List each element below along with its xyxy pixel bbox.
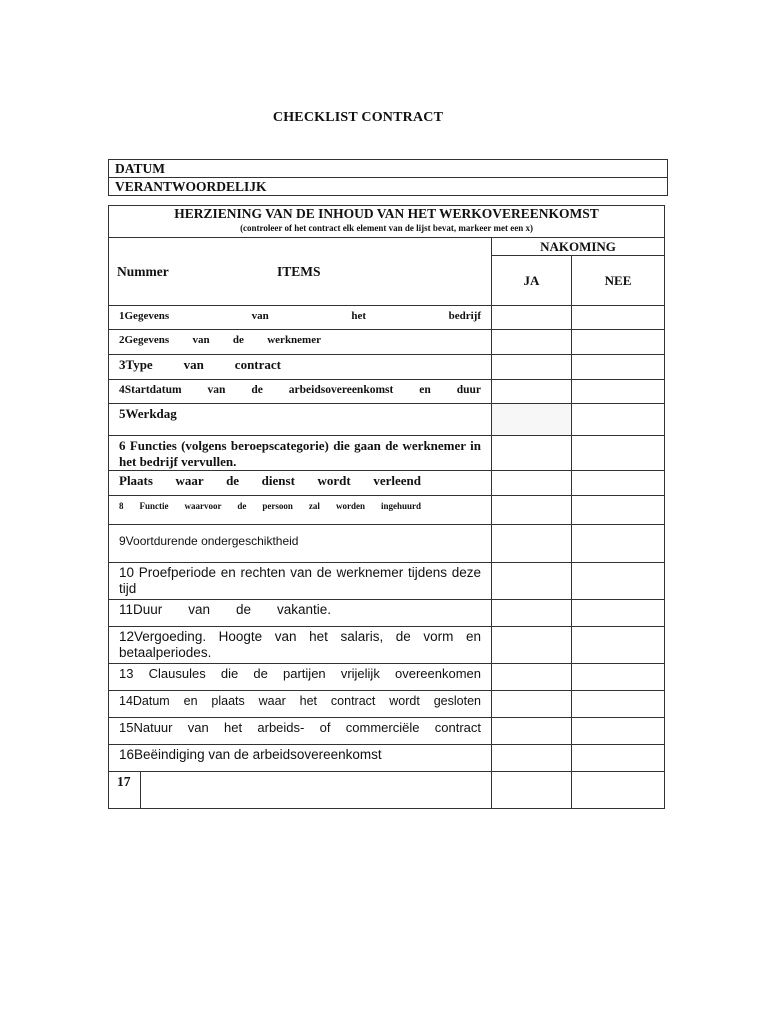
nee-checkbox-cell[interactable] — [572, 563, 665, 600]
checklist-item-text: 10 Proefperiode en rechten van de werknemer tijdens deze tijd — [109, 563, 492, 600]
table-row — [109, 306, 665, 330]
nee-checkbox-cell[interactable] — [572, 525, 665, 563]
checklist-item-text: 11Duur van de vakantie. — [109, 600, 492, 627]
table-row — [109, 718, 665, 745]
nee-checkbox-cell[interactable] — [572, 306, 665, 330]
items-column-header: ITEMS — [277, 263, 321, 279]
verantwoordelijk-row — [109, 178, 668, 196]
table-row — [109, 745, 665, 772]
nee-checkbox-cell[interactable] — [572, 600, 665, 627]
checklist-item-text: 13 Clausules die de partijen vrijelijk overeenkomen — [109, 664, 492, 691]
compliance-column-header: NAKOMING — [492, 238, 665, 256]
checklist-item-text: 15Natuur van het arbeids- of commerciële contract — [109, 718, 492, 745]
checklist-item-text: 16Beëindiging van de arbeidsovereenkomst — [109, 745, 492, 772]
table-row — [109, 772, 665, 809]
ja-checkbox-cell[interactable] — [492, 355, 572, 380]
ja-checkbox-cell[interactable] — [492, 600, 572, 627]
column-header-row — [109, 238, 665, 256]
items-header-cell — [109, 238, 492, 306]
checklist-item-text: 8 Functie waarvoor de persoon zal worden ingehuurd — [109, 496, 492, 525]
ja-checkbox-cell[interactable] — [492, 563, 572, 600]
nee-checkbox-cell[interactable] — [572, 404, 665, 436]
checklist-item-text: 2Gegevens van de werknemer — [109, 330, 492, 355]
ja-checkbox-cell[interactable] — [492, 718, 572, 745]
no-column-header: NEE — [572, 256, 665, 306]
nee-checkbox-cell[interactable] — [572, 496, 665, 525]
checklist-item-text: 5Werkdag — [109, 404, 492, 436]
nee-checkbox-cell[interactable] — [572, 627, 665, 664]
table-row — [109, 355, 665, 380]
table-row — [109, 600, 665, 627]
table-row — [109, 563, 665, 600]
review-title: HERZIENING VAN DE INHOUD VAN HET WERKOVEREENKOMST — [174, 206, 599, 221]
nee-checkbox-cell[interactable] — [572, 718, 665, 745]
checklist-item-text: 4Startdatum van de arbeidsovereenkomst en duur — [109, 380, 492, 404]
ja-checkbox-cell[interactable] — [492, 691, 572, 718]
nee-checkbox-cell[interactable] — [572, 330, 665, 355]
ja-checkbox-cell[interactable] — [492, 380, 572, 404]
table-row — [109, 525, 665, 563]
ja-checkbox-cell[interactable] — [492, 772, 572, 809]
ja-checkbox-cell[interactable] — [492, 436, 572, 471]
ja-checkbox-cell[interactable] — [492, 745, 572, 772]
checklist-item-text: 14Datum en plaats waar het contract wordt gesloten — [109, 691, 492, 718]
table-row — [109, 404, 665, 436]
ja-checkbox-cell[interactable] — [492, 525, 572, 563]
checklist-item-text: Plaats waar de dienst wordt verleend — [109, 471, 492, 496]
nee-checkbox-cell[interactable] — [572, 436, 665, 471]
table-row — [109, 664, 665, 691]
review-subtitle: (controleer of het contract elk element van de lijst bevat, markeer met een x) — [240, 223, 533, 233]
table-row — [109, 330, 665, 355]
header-info-table — [108, 159, 668, 196]
ja-checkbox-cell[interactable] — [492, 306, 572, 330]
nee-checkbox-cell[interactable] — [572, 691, 665, 718]
number-column-header: Nummer — [117, 263, 169, 279]
checklist-item-text: 9Voortdurende ondergeschiktheid — [109, 525, 492, 563]
ja-checkbox-cell[interactable] — [492, 330, 572, 355]
ja-checkbox-cell[interactable] — [492, 404, 572, 436]
table-row — [109, 380, 665, 404]
verantwoordelijk-label[interactable]: VERANTWOORDELIJK — [109, 178, 668, 196]
checklist-item-text: 6 Functies (volgens beroepscategorie) die gaan de werknemer in het bedrijf vervullen. — [109, 436, 492, 471]
ja-checkbox-cell[interactable] — [492, 471, 572, 496]
table-row — [109, 436, 665, 471]
datum-row — [109, 160, 668, 178]
checklist-item-number: 17 — [109, 772, 141, 809]
checklist-item-empty-cell[interactable] — [141, 772, 492, 809]
table-row — [109, 471, 665, 496]
checklist-item-text: 1Gegevens van het bedrijf — [109, 306, 492, 330]
document-title: CHECKLIST CONTRACT — [272, 110, 444, 125]
nee-checkbox-cell[interactable] — [572, 664, 665, 691]
ja-checkbox-cell[interactable] — [492, 664, 572, 691]
nee-checkbox-cell[interactable] — [572, 745, 665, 772]
checklist-item-text: 3Type van contract — [109, 355, 492, 380]
review-header-row — [109, 206, 665, 238]
table-row — [109, 496, 665, 525]
nee-checkbox-cell[interactable] — [572, 772, 665, 809]
ja-checkbox-cell[interactable] — [492, 627, 572, 664]
table-row — [109, 691, 665, 718]
nee-checkbox-cell[interactable] — [572, 380, 665, 404]
nee-checkbox-cell[interactable] — [572, 471, 665, 496]
datum-label[interactable]: DATUM — [109, 160, 668, 178]
yes-column-header: JA — [492, 256, 572, 306]
nee-checkbox-cell[interactable] — [572, 355, 665, 380]
checklist-table — [108, 205, 665, 809]
review-header-cell — [109, 206, 665, 238]
table-row — [109, 627, 665, 664]
ja-checkbox-cell[interactable] — [492, 496, 572, 525]
checklist-item-text: 12Vergoeding. Hoogte van het salaris, de vorm en betaalperiodes. — [109, 627, 492, 664]
